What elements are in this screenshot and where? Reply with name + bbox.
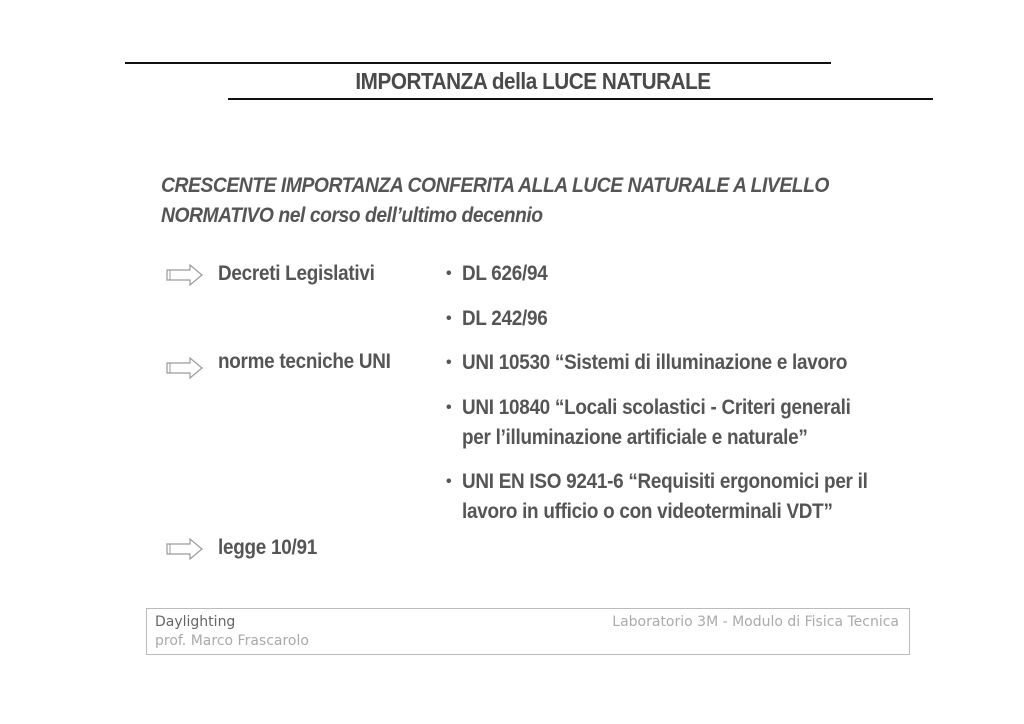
list-item-text-line-2: lavoro in ufficio o con videoterminali VDT” <box>462 500 833 523</box>
category-norme-tecniche-uni: norme tecniche UNI <box>218 350 391 373</box>
bullet-dot: • <box>446 310 452 327</box>
footer-author: prof. Marco Frascarolo <box>155 633 309 649</box>
category-legge-10-91: legge 10/91 <box>218 536 317 559</box>
arrow-right-icon <box>166 356 204 380</box>
bullet-dot: • <box>446 399 452 416</box>
list-item-text-line-1: UNI 10840 “Locali scolastici - Criteri generali <box>462 396 851 419</box>
bullet-dot: • <box>446 354 452 371</box>
bullet-dot: • <box>446 473 452 490</box>
header-rule-top <box>125 62 831 64</box>
intro-line-2: NORMATIVO nel corso dell’ultimo decennio <box>161 204 543 227</box>
bullet-dot: • <box>446 265 452 282</box>
intro-line-1: CRESCENTE IMPORTANZA CONFERITA ALLA LUCE NATURALE A LIVELLO <box>161 174 830 197</box>
arrow-right-icon <box>166 263 204 287</box>
category-decreti-legislativi: Decreti Legislativi <box>218 262 375 285</box>
list-item-text: DL 242/96 <box>462 307 548 330</box>
footer-lab: Laboratorio 3M - Modulo di Fisica Tecnica <box>612 614 899 630</box>
page-title: IMPORTANZA della LUCE NATURALE <box>355 68 711 94</box>
list-item-text-line-2: per l’illuminazione artificiale e naturale” <box>462 426 808 449</box>
list-item-text-line-1: UNI EN ISO 9241-6 “Requisiti ergonomici per il <box>462 470 868 493</box>
footer-course: Daylighting <box>155 614 236 630</box>
arrow-right-icon <box>166 537 204 561</box>
header-rule-bottom <box>228 98 933 100</box>
intro-text <box>161 171 860 231</box>
footer-box <box>146 608 910 655</box>
list-item-text: DL 626/94 <box>462 262 548 285</box>
list-item-text: UNI 10530 “Sistemi di illuminazione e lavoro <box>462 351 848 374</box>
